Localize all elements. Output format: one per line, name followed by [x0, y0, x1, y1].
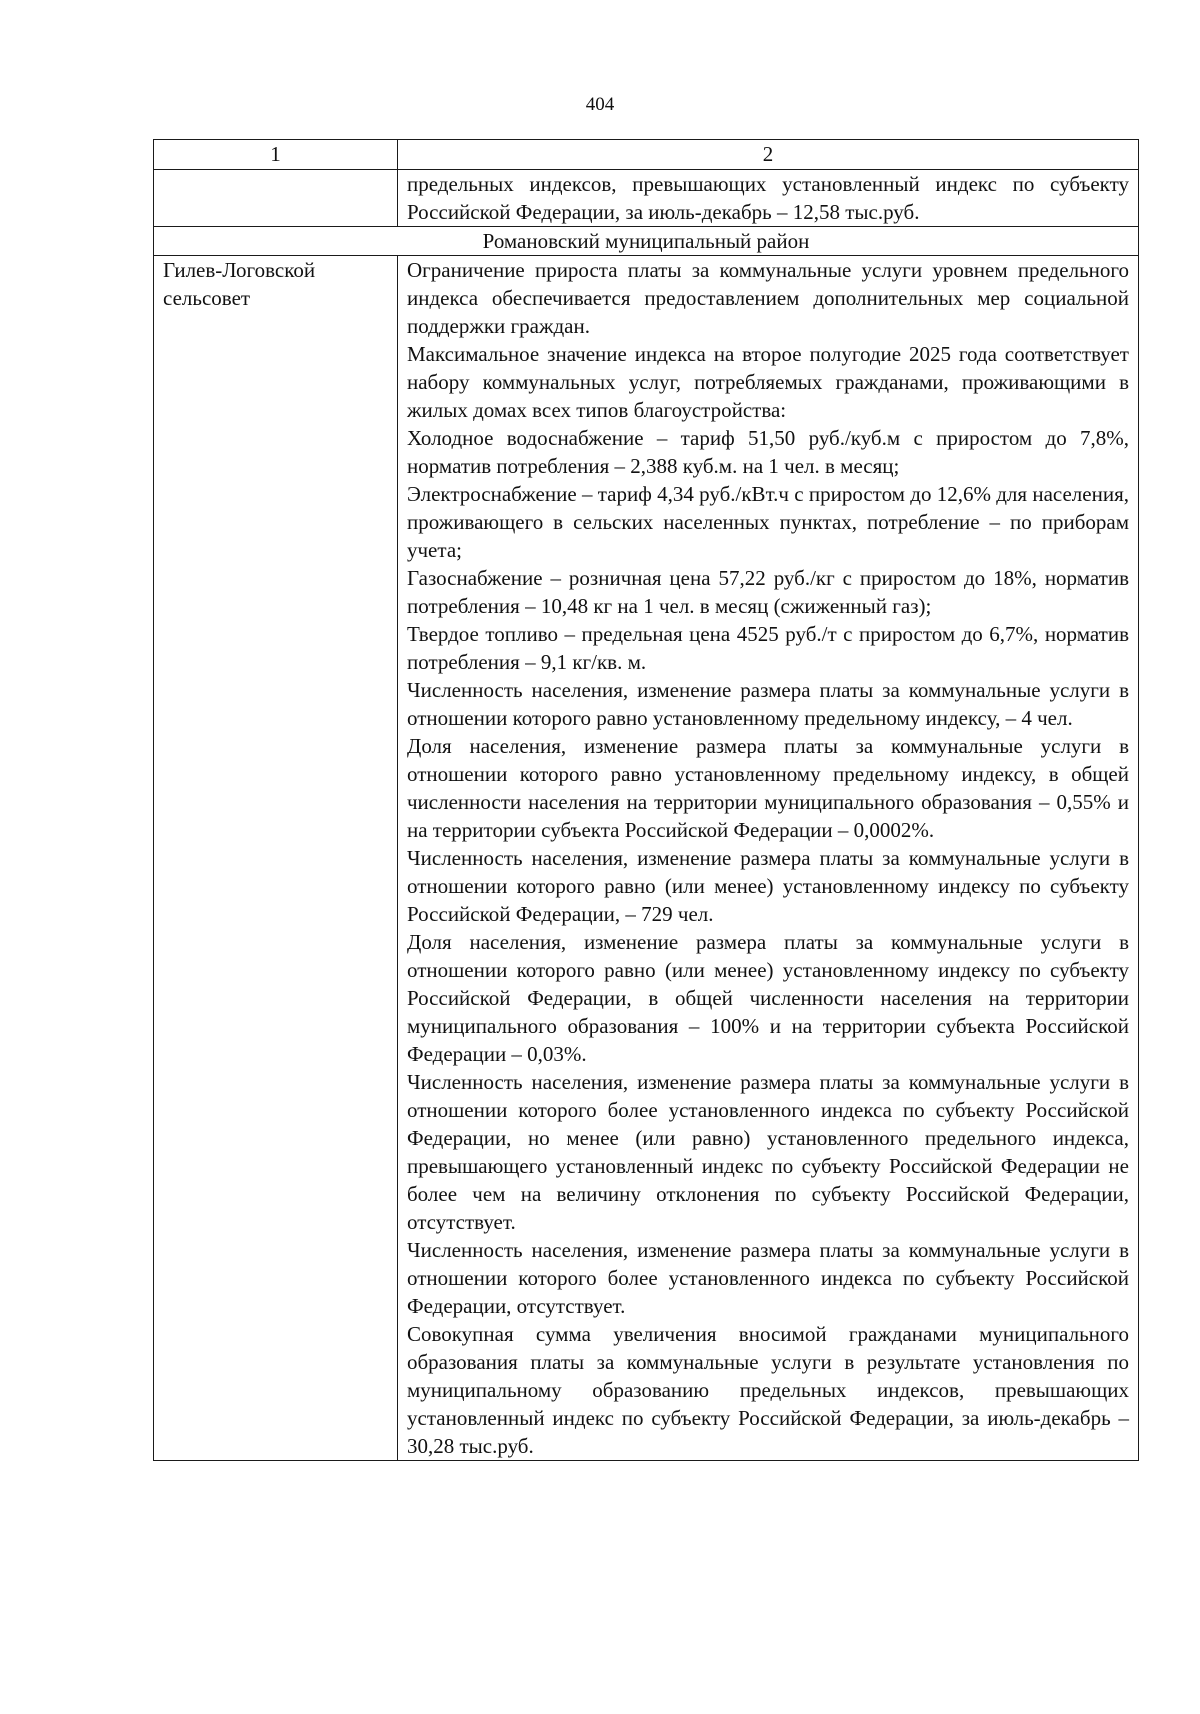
column-number-2: 2	[398, 140, 1139, 170]
table-header-row	[154, 140, 1139, 170]
paragraph-cold-water: Холодное водоснабжение – тариф 51,50 руб./куб.м с приростом до 7,8%, норматив потребления – 2,388 куб.м. на 1 чел. в месяц;	[407, 426, 1129, 478]
paragraph-max-index: Максимальное значение индекса на второе полугодие 2025 года соответствует набору коммунальных услуг, потребляемых гражданами, проживающими в жилых домах всех типов благоустройства:	[407, 342, 1129, 422]
paragraph-share-less: Доля населения, изменение размера платы за коммунальные услуги в отношении которого равно (или менее) установленному индексу по субъекту Российской Федерации, в общей численности населения на территории муниципального образования – 100% и на территории субъекта Российской Федерации – 0,03%.	[407, 930, 1129, 1066]
continuation-cell	[398, 170, 1139, 227]
document-table	[153, 139, 1139, 1461]
paragraph-population-more: Численность населения, изменение размера платы за коммунальные услуги в отношении которого более установленного индекса по субъекту Российской Федерации, отсутствует.	[407, 1238, 1129, 1318]
paragraph-total-sum: Совокупная сумма увеличения вносимой гражданами муниципального образования платы за коммунальные услуги в результате установления по муниципальному образованию предельных индексов, превышающих установленный индекс по субъекту Российской Федерации, за июль-декабрь – 30,28 тыс.руб.	[407, 1322, 1129, 1458]
paragraph-solid-fuel: Твердое топливо – предельная цена 4525 руб./т с приростом до 6,7%, норматив потребления – 9,1 кг/кв. м.	[407, 622, 1129, 674]
region-row	[154, 227, 1139, 256]
empty-cell	[154, 170, 398, 227]
region-title: Романовский муниципальный район	[154, 227, 1139, 256]
municipality-name: Гилев-Логовской сельсовет	[163, 258, 316, 310]
column-number-1: 1	[154, 140, 398, 170]
paragraph-population-less: Численность населения, изменение размера платы за коммунальные услуги в отношении которого равно (или менее) установленному индексу по субъекту Российской Федерации, – 729 чел.	[407, 846, 1129, 926]
description-cell	[398, 256, 1139, 1461]
continuation-row	[154, 170, 1139, 227]
municipality-row	[154, 256, 1139, 1461]
paragraph-population-equal: Численность населения, изменение размера платы за коммунальные услуги в отношении которого равно установленному предельному индексу, – 4 чел.	[407, 678, 1129, 730]
paragraph-electricity: Электроснабжение – тариф 4,34 руб./кВт.ч с приростом до 12,6% для населения, проживающего в сельских населенных пунктах, потребление – по приборам учета;	[407, 482, 1129, 562]
paragraph-share-equal: Доля населения, изменение размера платы за коммунальные услуги в отношении которого равно установленному предельному индексу, в общей численности населения на территории муниципального образования – 0,55% и на территории субъекта Российской Федерации – 0,0002%.	[407, 734, 1129, 842]
page-number: 404	[585, 94, 615, 115]
continuation-text: предельных индексов, превышающих установленный индекс по субъекту Российской Федерации, за июль-декабрь – 12,58 тыс.руб.	[407, 172, 1129, 224]
paragraph-gas: Газоснабжение – розничная цена 57,22 руб./кг с приростом до 18%, норматив потребления – 10,48 кг на 1 чел. в месяц (сжиженный газ);	[407, 566, 1129, 618]
paragraph-restriction: Ограничение прироста платы за коммунальные услуги уровнем предельного индекса обеспечивается предоставлением дополнительных мер социальной поддержки граждан.	[407, 258, 1129, 338]
paragraph-population-deviation: Численность населения, изменение размера платы за коммунальные услуги в отношении которого более установленного индекса по субъекту Российской Федерации, но менее (или равно) установленного предельного индекса, превышающего установленный индекс по субъекту Российской Федерации не более чем на величину отклонения по субъекту Российской Федерации, отсутствует.	[407, 1070, 1129, 1234]
municipality-cell	[154, 256, 398, 1461]
